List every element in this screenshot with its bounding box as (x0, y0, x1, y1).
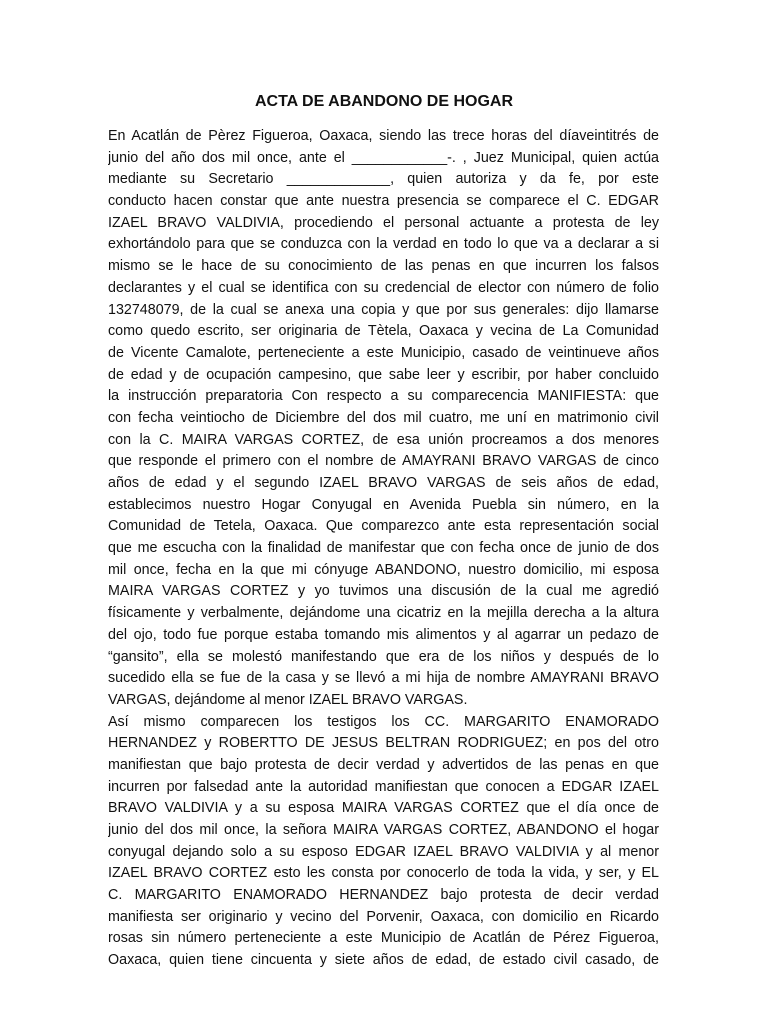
document-line: MAIRA VARGAS CORTEZ y yo tuvimos una discusión de la cual me agredió (108, 583, 659, 600)
document-line: Comunidad de Tetela, Oaxaca. Que comparezco ante esta representación social (108, 518, 659, 535)
document-line: IZAEL BRAVO VALDIVIA, procediendo el personal actuante a protesta de ley (108, 214, 659, 231)
document-line: mismo se le hace de su conocimiento de las penas en que incurren los falsos (108, 258, 659, 275)
document-line: C. MARGARITO ENAMORADO HERNANDEZ bajo protesta de decir verdad (108, 887, 659, 904)
document-line: conducto hacen constar que ante nuestra presencia se comparece el C. EDGAR (108, 193, 659, 210)
document-title: ACTA DE ABANDONO DE HOGAR (254, 93, 514, 110)
document-line: VARGAS, dejándome al menor IZAEL BRAVO VARGAS. (108, 691, 468, 708)
document-line: conyugal dejando solo a su esposo EDGAR IZAEL BRAVO VALDIVIA y al menor (108, 843, 659, 860)
document-line: declarantes y el cual se identifica con su credencial de elector con número de folio (108, 279, 659, 296)
document-line: “gansito”, ella se molestó manifestando que era de los niños y después de lo (108, 648, 659, 665)
document-line: Así mismo comparecen los testigos los CC. MARGARITO ENAMORADO (108, 713, 659, 730)
document-body (108, 126, 659, 972)
document-line: rosas sin número perteneciente a este Municipio de Acatlán de Pérez Figueroa, (108, 930, 659, 947)
document-line: exhortándolo para que se conduzca con la verdad en todo lo que va a declarar a si (108, 236, 659, 253)
document-line: junio del año dos mil once, ante el ____________-. , Juez Municipal, quien actúa (108, 149, 659, 166)
document-line: En Acatlán de Pèrez Figueroa, Oaxaca, siendo las trece horas del díaveintitrés de (108, 128, 659, 144)
document-line: de Vicente Camalote, perteneciente a este Municipio, casado de veintinueve años (108, 344, 659, 361)
document-line: del ojo, todo fue porque estaba tomando mis alimentos y al agarrar un pedazo de (108, 626, 659, 643)
document-line: sucedido ella se fue de la casa y se llevó a mi hija de nombre AMAYRANI BRAVO (108, 670, 659, 687)
document-line: con la C. MAIRA VARGAS CORTEZ, de esa unión procreamos a dos menores (108, 431, 659, 448)
document-line: de edad y de ocupación campesino, que sabe leer y escribir, por haber concluido (108, 366, 659, 383)
document-line: años de edad y el segundo IZAEL BRAVO VARGAS de seis años de edad, (108, 475, 659, 491)
document-line: físicamente y verbalmente, dejándome una cicatriz en la mejilla derecha a la altura (108, 605, 659, 622)
document-line: que me escucha con la finalidad de manifestar que con fecha once de junio de dos (108, 540, 659, 557)
document-line: como quedo escrito, ser originaria de Tètela, Oaxaca y vecina de La Comunidad (108, 323, 659, 340)
document-line: HERNANDEZ y ROBERTTO DE JESUS BELTRAN RODRIGUEZ; en pos del otro (108, 735, 659, 752)
document-line: manifiesta ser originario y vecino del Porvenir, Oaxaca, con domicilio en Ricardo (108, 908, 659, 925)
document-line: junio del dos mil once, la señora MAIRA VARGAS CORTEZ, ABANDONO el hogar (108, 822, 659, 838)
document-line: BRAVO VALDIVIA y a su esposa MAIRA VARGAS CORTEZ que el día once de (108, 800, 659, 817)
document-line: IZAEL BRAVO CORTEZ esto les consta por conocerlo de toda la vida, y ser, y EL (108, 865, 659, 882)
document-line: la instrucción preparatoria Con respecto a su comparecencia MANIFIESTA: que (108, 388, 659, 405)
document-line: incurren por falsedad ante la autoridad manifiestan que conocen a EDGAR IZAEL (108, 778, 659, 795)
document-line: con fecha veintiocho de Diciembre del dos mil cuatro, me uní en matrimonio civil (108, 409, 659, 426)
document-line: que responde el primero con el nombre de AMAYRANI BRAVO VARGAS de cinco (108, 453, 659, 470)
document-line: manifiestan que bajo protesta de decir verdad y advertidos de las penas en que (108, 756, 659, 773)
document-line: establecimos nuestro Hogar Conyugal en Avenida Puebla sin número, en la (108, 496, 659, 513)
document-line: mediante su Secretario _____________, quien autoriza y da fe, por este (108, 171, 659, 188)
document-line: Oaxaca, quien tiene cincuenta y siete años de edad, de estado civil casado, de (108, 952, 659, 969)
document-line: 132748079, de la cual se anexa una copia y que por sus generales: dijo llamarse (108, 301, 659, 318)
document-line: mil once, fecha en la que mi cónyuge ABANDONO, nuestro domicilio, mi esposa (108, 561, 659, 578)
